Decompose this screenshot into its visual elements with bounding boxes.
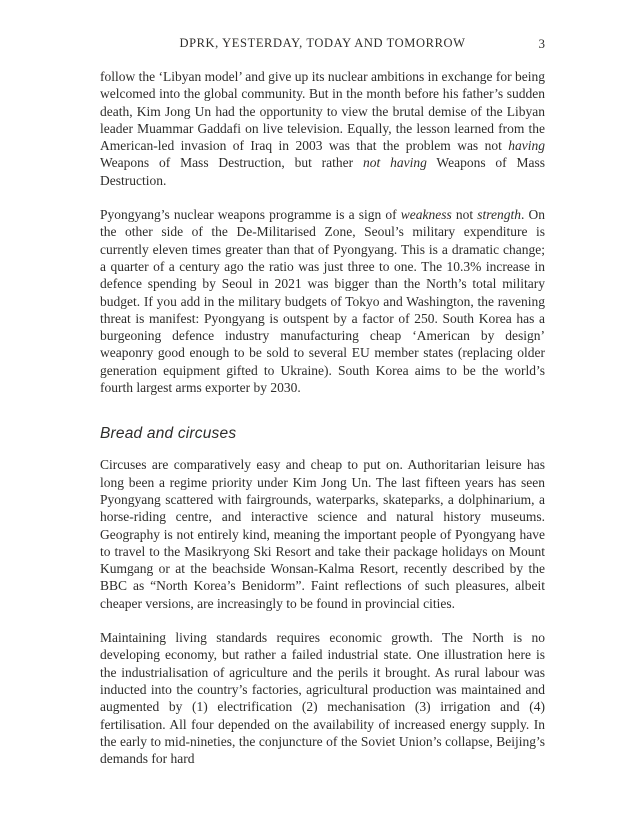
running-header [100, 36, 545, 51]
body-paragraph: Circuses are comparatively easy and cheap to put on. Authoritarian leisure has long been a regime priority under Kim Jong Un. The last fifteen years has seen Pyongyang scattered with fairgrounds, waterparks, skateparks, a dolphinarium, a horse-riding centre, and interactive science and natural history museums. Geography is not entirely kind, meaning the important people of Pyongyang have to travel to the Masikryong Ski Resort and take their package holidays on Mount Kumgang or at the beachside Wonsan-Kalma Resort, recently described by the BBC as “North Korea’s Benidorm”. Faint reflections of such pleasures, albeit cheaper versions, are increasingly to be found in provincial cities. [100, 457, 545, 611]
body-paragraph: Pyongyang’s nuclear weapons programme is a sign of weakness not strength. On the other side of the De-Militarised Zone, Seoul’s military expenditure is currently eleven times greater than that of Pyongyang. This is a dramatic change; a quarter of a century ago the ratio was just three to one. The 10.3% increase in defence spending by Seoul in 2021 was bigger than the North’s total military budget. If you add in the military budgets of Tokyo and Washington, the ravening threat is manifest: Pyongyang is outspent by a factor of 250. South Korea has a burgeoning defence industry manufacturing cheap ‘American by design’ weaponry good enough to be sold to several EU member states (replacing older generation equipment gifted to Ukraine). South Korea aims to be the world’s fourth largest arms exporter by 2030. [100, 207, 546, 396]
section-heading: Bread and circuses [100, 425, 237, 443]
body-paragraph: Maintaining living standards requires economic growth. The North is no developing economy, but rather a failed industrial state. One illustration here is the industrialisation of agriculture and the perils it brought. As rural labour was inducted into the country’s factories, agricultural production was maintained and augmented by (1) electrification (2) mechanisation (3) irrigation and (4) fertilisation. All four depended on the availability of increased energy supply. In the early to mid-nineties, the conjuncture of the Soviet Union’s collapse, Beijing’s demands for hard [100, 630, 545, 767]
body-paragraph: follow the ‘Libyan model’ and give up its nuclear ambitions in exchange for being welcomed into the global community. But in the month before his father’s sudden death, Kim Jong Un had the opportunity to view the brutal demise of the Libyan leader Muammar Gaddafi on live television. Equally, the lesson learned from the American-led invasion of Iraq in 2003 was that the problem was not having Weapons of Mass Destruction, but rather not having Weapons of Mass Destruction. [100, 69, 546, 188]
text-block [100, 36, 545, 784]
running-header-title: DPRK, YESTERDAY, TODAY AND TOMORROW [179, 36, 466, 50]
page-number: 3 [538, 36, 545, 51]
